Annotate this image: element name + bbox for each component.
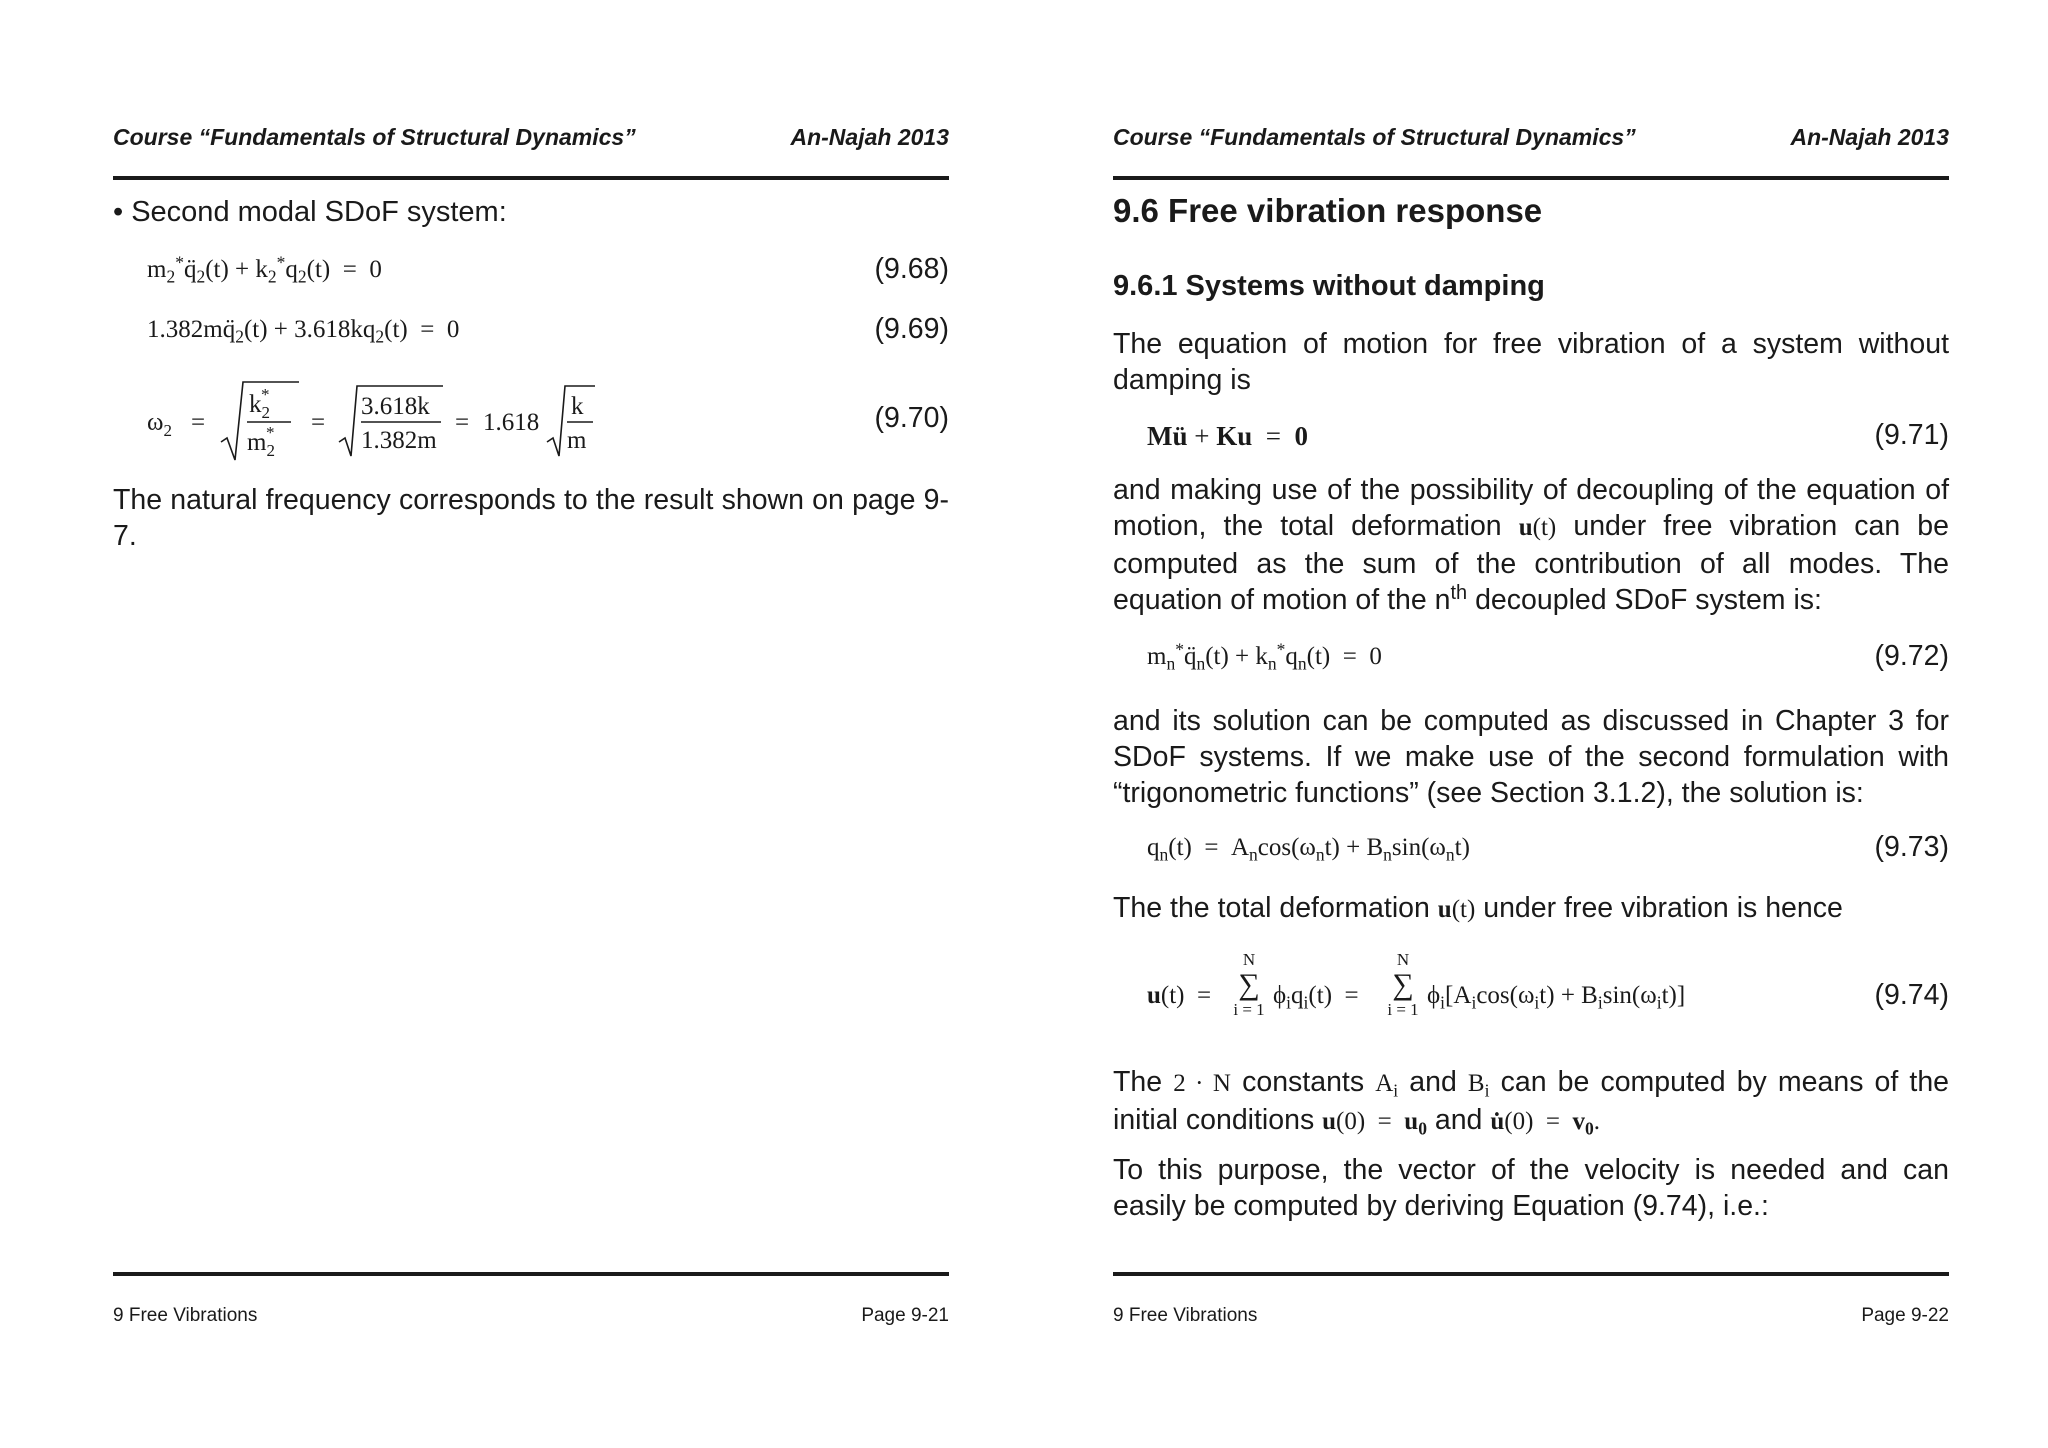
page-number: Page 9-21 [861, 1305, 949, 1326]
bullet-item: • Second modal SDoF system: [113, 196, 507, 228]
svg-text:m: m [567, 427, 587, 454]
subsection-title: 9.6.1 Systems without damping [1113, 270, 1545, 302]
sum-upper-limit: N [1396, 950, 1410, 969]
equation-9-68: $m_2^*q̈_2(t) + k_2^*q_2(t) = 0$ [147, 252, 382, 287]
footer-divider [1113, 1272, 1949, 1276]
equation-number: (9.68) [874, 253, 949, 285]
fraction-numerator: 3.618k [361, 393, 430, 420]
coefficient: 1.618 [483, 409, 540, 436]
eq-lhs: u(t) = [1147, 982, 1212, 1009]
footer-divider [113, 1272, 949, 1276]
sum-upper-limit: N [1242, 950, 1256, 969]
chapter-label: 9 Free Vibrations [113, 1305, 258, 1326]
equation-number: (9.73) [1874, 831, 1949, 863]
text-run: The the total deformation [1113, 892, 1430, 924]
equation-9-73: $q_n(t) = A_n\cos(\omega_nt) + B_n\sin(\omega_nt)$ [1147, 834, 1470, 865]
eq-middle: $\phi_iq_i(t)$ = [1273, 982, 1359, 1013]
svg-text:k: k [571, 393, 584, 420]
text-run: can be computed by means of the initial conditions [1113, 1066, 1950, 1136]
course-title: Course “Fundamentals of Structural Dynamics” [1113, 124, 1636, 150]
svg-text:k2*: $k_2*$ [249, 385, 270, 422]
summation-symbol: N ∑ i = 1 [1227, 950, 1271, 1020]
header-divider [113, 176, 949, 180]
body-paragraph: The the total deformation u(t) under free vibration is hence [1113, 892, 1843, 924]
page-header [1113, 124, 1949, 154]
section-title: 9.6 Free vibration response [1113, 192, 1543, 229]
equation-9-72: $m_n^*q̈_n(t) + k_n^*q_n(t) = 0$ [1147, 639, 1382, 674]
page-header [113, 124, 949, 154]
text-run: and [1409, 1066, 1457, 1098]
omega-formula-svg [143, 372, 683, 468]
coefficient: 3.618 [294, 316, 351, 343]
superscript: th [1450, 582, 1468, 605]
header-divider [1113, 176, 1949, 180]
svg-text:=: = [191, 409, 206, 436]
svg-text:ω2: $\omega_2$ [147, 409, 172, 440]
equation-number: (9.72) [1874, 640, 1949, 672]
chapter-label: 9 Free Vibrations [1113, 1305, 1258, 1326]
text-run: and making use of the possibility of decoupling of the equation of motion, the total deformation [1113, 474, 1949, 542]
svg-text:=: = [455, 409, 470, 436]
text-run: under free vibration can be computed as the sum of the contribution of all modes. The equation of motion of the n [1113, 510, 1949, 616]
sum-lower-limit: i = 1 [1387, 1000, 1419, 1019]
equation-9-69: $1.382mq̈_2(t) + 3.618kq_2(t) = 0$ [147, 316, 460, 347]
text-run: under free vibration is hence [1483, 892, 1843, 924]
equation-number: (9.69) [874, 313, 949, 345]
equation-number: (9.74) [1874, 979, 1949, 1011]
course-title: Course “Fundamentals of Structural Dynamics” [113, 124, 636, 150]
svg-text:=: = [311, 409, 326, 436]
eq-rhs: $\phi_i[A_i\cos(\omega_it) + B_i\sin(\omega_it)]$ [1427, 982, 1686, 1013]
text-run: constants [1242, 1066, 1365, 1098]
coefficient: 1.382 [147, 316, 204, 343]
body-paragraph: The 2 · N constants $A_i$ and $B_i$ can be computed by means of the initial conditions $u(0) = u_0$ and u̇(0) = $v_0$. [1113, 1066, 1950, 1139]
body-paragraph: The natural frequency corresponds to the result shown on page 9-7. [113, 484, 949, 552]
right-page [1113, 0, 1949, 1448]
fraction-denominator: 1.382m [361, 427, 437, 454]
sum-lower-limit: i = 1 [1233, 1000, 1265, 1019]
institution-year: An-Najah 2013 [1790, 124, 1949, 150]
page-number: Page 9-22 [1861, 1305, 1949, 1326]
body-paragraph: To this purpose, the vector of the velocity is needed and can easily be computed by deriving Equation (9.74), i.e.: [1113, 1154, 1949, 1222]
institution-year: An-Najah 2013 [790, 124, 949, 150]
equation-number: (9.70) [874, 402, 949, 434]
svg-text:m2*: $m_2*$ [247, 423, 275, 460]
summation-symbol: N ∑ i = 1 [1381, 950, 1425, 1020]
text-run: decoupled SDoF system is: [1475, 584, 1822, 616]
text-run: and [1434, 1104, 1483, 1136]
body-paragraph: The equation of motion for free vibration of a system without damping is [1113, 328, 1949, 396]
text-run: The [1113, 1066, 1163, 1098]
body-paragraph: and making use of the possibility of decoupling of the equation of motion, the total deformation u(t) under free vibration can be computed as the sum of the contribution of all modes. The equation of motion of the $n^{th}$ decoupled SDoF system is: [1113, 474, 1949, 616]
body-paragraph: and its solution can be computed as discussed in Chapter 3 for SDoF systems. If we make use of the second formulation with “trigonometric functions” (see Section 3.1.2), the solution is: [1113, 705, 1949, 809]
equation-9-71: Mü + Ku = 0 [1147, 421, 1309, 451]
equation-number: (9.71) [1874, 419, 1949, 451]
left-page [113, 0, 949, 1448]
